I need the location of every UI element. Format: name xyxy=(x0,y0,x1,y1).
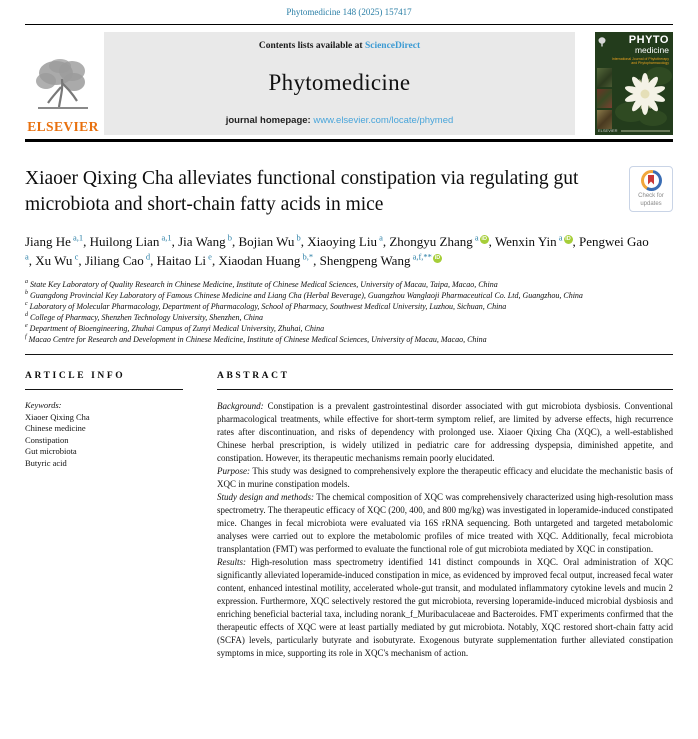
abstract-section: Study design and methods: The chemical composition of XQC was comprehensively characterized using high-resolution mass spectrometry. The therapeutic efficacy of XQC (200, 400, and 800 mg/kg) was investigated in loperamide-induced constipated mice. Changes in fecal microbiota were evaluated via 16S rRNA sequencing. Both untargeted and targeted metabolomic analyses were carried out to explore the metabolomic profiles of mice treated with XQC. Additionally, fecal microbiota transplantation (FMT) was performed to evaluate the functional role of gut microbiota mediated by XQC in constipation. xyxy=(217,491,673,554)
journal-title: Phytomedicine xyxy=(268,70,411,95)
keywords-label: Keywords: xyxy=(25,399,62,410)
cover-title-line2: medicine xyxy=(634,45,669,55)
keyword: Chinese medicine xyxy=(25,423,86,434)
author: Jiliang Cao $^d$, xyxy=(84,251,157,268)
keywords-list xyxy=(25,412,183,470)
homepage-line xyxy=(112,115,567,126)
affiliation xyxy=(25,312,673,323)
affiliation-marker: a xyxy=(25,278,28,285)
author-affil-superscript: e xyxy=(206,251,212,262)
author-affil-superscript: b,* xyxy=(300,251,314,262)
author: Xu Wu $^c$, xyxy=(35,251,85,268)
elsevier-logo xyxy=(25,32,101,135)
author: Jia Wang $^b$, xyxy=(178,232,239,249)
abstract-body xyxy=(217,400,673,660)
journal-banner xyxy=(104,32,575,135)
author: Zhongyu Zhang $^a$ iD , xyxy=(389,232,495,249)
check-badge-label: Check for updates xyxy=(638,193,664,207)
elsevier-tree-icon xyxy=(32,57,94,118)
cover-thumbnail-strip xyxy=(597,68,612,129)
affiliation-marker: c xyxy=(25,300,28,307)
author-name: Pengwei Gao xyxy=(579,233,649,249)
abstract-rule xyxy=(217,389,673,390)
cover-footer xyxy=(598,128,670,133)
journal-citation: Phytomedicine 148 (2025) 157417 xyxy=(286,7,412,17)
article-info-heading: ARTICLE INFO xyxy=(25,370,126,381)
affiliation-marker: d xyxy=(25,311,28,318)
affiliation xyxy=(25,290,673,301)
abstract-column xyxy=(217,371,673,660)
cover-subtitle: International Journal of Phytotherapy and Phytopharmacology xyxy=(611,56,669,66)
journal-cover-thumbnail xyxy=(595,32,673,135)
abstract-heading: ABSTRACT xyxy=(217,370,290,381)
author-affil-superscript: a,f,** xyxy=(410,251,432,262)
author: Xiaoying Liu $^a$, xyxy=(307,232,390,249)
sciencedirect-link[interactable]: ScienceDirect xyxy=(364,41,421,51)
keyword: Xiaoer Qixing Cha xyxy=(25,411,90,422)
cover-strip-image xyxy=(597,110,612,129)
top-rule xyxy=(25,24,673,25)
cover-strip-image xyxy=(597,68,612,87)
crossmark-icon xyxy=(641,170,662,191)
orcid-icon[interactable]: iD xyxy=(434,255,441,262)
author: Pengwei Gao $^a$, xyxy=(25,233,649,268)
affiliation-bottom-rule xyxy=(25,354,673,355)
affiliation-text: Laboratory of Molecular Pharmacology, Department of Pharmacology, School of Pharmacy, Southwest Medical University, Luzhou, Sichuan, China xyxy=(29,301,507,311)
author-affil-superscript: d xyxy=(143,251,151,262)
author-name: Xiaodan Huang xyxy=(218,252,301,268)
affiliation xyxy=(25,301,673,312)
cover-footer-bar xyxy=(621,130,670,132)
author-affil-superscript: b xyxy=(294,232,301,243)
cover-flower-image xyxy=(613,62,673,133)
affiliation xyxy=(25,334,673,345)
author-affil-superscript: c xyxy=(72,251,79,262)
abstract-section-label: Results: xyxy=(217,556,246,567)
affiliation-text: Macao Centre for Research and Development in Chinese Medicine, Institute of Chinese Medical Sciences, University of Macau, Macao, China xyxy=(28,334,487,344)
affiliation-text: State Key Laboratory of Quality Research in Chinese Medicine, Institute of Chinese Medical Sciences, University of Macau, Taipa, Macao, China xyxy=(30,279,498,289)
header-bottom-rule xyxy=(25,139,673,142)
author-affil-superscript: b xyxy=(225,232,232,243)
author: Wenxin Yin $^a$ iD , xyxy=(494,232,580,249)
keyword: Gut microbiota xyxy=(25,446,77,457)
author-name: Shengpeng Wang xyxy=(319,252,411,268)
author-affil-superscript: a xyxy=(376,232,383,243)
orcid-icon[interactable]: iD xyxy=(481,236,487,243)
title-row xyxy=(25,166,673,219)
contents-prefix: Contents lists available at xyxy=(258,41,365,51)
cover-elsevier-tree-icon xyxy=(598,35,606,46)
homepage-prefix: journal homepage: xyxy=(225,115,314,126)
article-info-column xyxy=(25,371,183,660)
cover-strip-image xyxy=(597,89,612,108)
author-name: Wenxin Yin xyxy=(494,233,557,249)
author: Huilong Lian $^{a,1}$, xyxy=(89,232,179,249)
author: Jiang He $^{a,1}$, xyxy=(25,232,90,249)
author-affil-superscript: a xyxy=(556,232,563,243)
abstract-section: Results: High-resolution mass spectrometry identified 141 distinct compounds in XQC. Oral administration of XQC significantly alleviated loperamide-induced constipation in mice, as evidenced by improved fecal output, increased fecal water content, enhanced intestinal motility, accelerated whole-gut transit, and modulated inflammatory cytokine levels and mucin 2 expression. Furthermore, XQC selectively restored the gut microbiota, reversing loperamide-induced microbial dysbiosis and enriching beneficial bacterial taxa, including norank_f_Muribaculaceae and Bacteroides. FMT experiments confirmed that the therapeutic effects of XQC were at least partially mediated by gut microbiota. Notably, XQC restored short-chain fatty acid (SCFA) levels, particularly butyrate and isobutyrate. Exogenous butyrate supplementation further alleviated constipation symptoms in mice, supporting its role in XQC's mechanism of action. xyxy=(217,556,673,658)
author: Haitao Li $^e$, xyxy=(156,251,219,268)
abstract-section-label: Study design and methods: xyxy=(217,491,315,502)
info-abstract-columns xyxy=(25,371,673,660)
cover-footer-text: ELSEVIER xyxy=(598,128,618,133)
affiliation-marker: e xyxy=(25,322,28,329)
cover-title xyxy=(629,35,669,55)
keyword: Butyric acid xyxy=(25,457,67,468)
keyword: Constipation xyxy=(25,434,69,445)
author xyxy=(320,253,442,268)
author-affil-superscript: a xyxy=(472,232,479,243)
abstract-section: Background: Constipation is a prevalent gastrointestinal disorder associated with gut microbiota dysbiosis. Conventional pharmacological treatments, while effective for short-term symptom relief, are limited by adverse effects, high recurrence rates after discontinuation, and risks of dependency with prolonged use. Xiaoer Qixing Cha (XQC), a well-established Chinese herbal prescription, is widely utilized in pediatric care for addressing dyspepsia, diminished appetite, and constipation. However, its therapeutic mechanisms remain poorly elucidated. xyxy=(217,400,673,463)
article-title: Xiaoer Qixing Cha alleviates functional constipation via regulating gut microbiota and short-chain fatty acids in mice xyxy=(25,168,579,216)
abstract-section-label: Background: xyxy=(217,400,264,411)
affiliation-text: Department of Bioengineering, Zhuhai Campus of Zunyi Medical University, Zhuhai, China xyxy=(29,323,325,333)
check-for-updates-badge[interactable] xyxy=(629,166,673,212)
author-name: Jia Wang xyxy=(178,233,226,249)
author-name: Bojian Wu xyxy=(238,233,295,249)
author-name: Zhongyu Zhang xyxy=(389,233,473,249)
author-name: Xu Wu xyxy=(35,252,73,268)
author: Xiaodan Huang $^{b,*}$, xyxy=(218,251,320,268)
orcid-icon[interactable]: iD xyxy=(565,236,571,243)
affiliation-marker: b xyxy=(25,289,28,296)
affiliation-list xyxy=(25,279,673,345)
abstract-section: Purpose: This study was designed to comprehensively explore the therapeutic efficacy and elucidate the mechanistic basis of XQC in murine constipation models. xyxy=(217,465,673,489)
affiliation-text: Guangdong Provincial Key Laboratory of Famous Chinese Medicine and Liang Cha (Herbal Beverage), Guangzhou Wanglaoji Pharmaceutical Co. Ltd, Guangzhou, China xyxy=(30,290,583,300)
author-name: Jiliang Cao xyxy=(84,252,144,268)
affiliation-marker: f xyxy=(25,333,27,340)
journal-header xyxy=(25,32,673,135)
affiliation xyxy=(25,279,673,290)
abstract-section-label: Purpose: xyxy=(217,465,250,476)
affiliation-text: College of Pharmacy, Shenzhen Technology University, Shenzhen, China xyxy=(30,312,264,322)
author-affil-superscript: a xyxy=(25,251,29,262)
homepage-link[interactable]: www.elsevier.com/locate/phymed xyxy=(313,115,454,126)
affiliation xyxy=(25,323,673,334)
elsevier-wordmark: ELSEVIER xyxy=(27,119,99,134)
cover-title-line1: PHYTO xyxy=(628,34,669,46)
author-list xyxy=(25,232,655,270)
author-name: Xiaoying Liu xyxy=(307,233,377,249)
author-name: Huilong Lian xyxy=(89,233,160,249)
author-affil-superscript: a,1 xyxy=(159,232,172,243)
author-name: Haitao Li xyxy=(156,252,207,268)
author-affil-superscript: a,1 xyxy=(70,232,84,243)
article-info-rule xyxy=(25,389,183,390)
contents-line xyxy=(112,41,567,51)
cover-top xyxy=(595,32,673,55)
author-name: Jiang He xyxy=(25,233,71,249)
author: Bojian Wu $^b$, xyxy=(238,232,308,249)
